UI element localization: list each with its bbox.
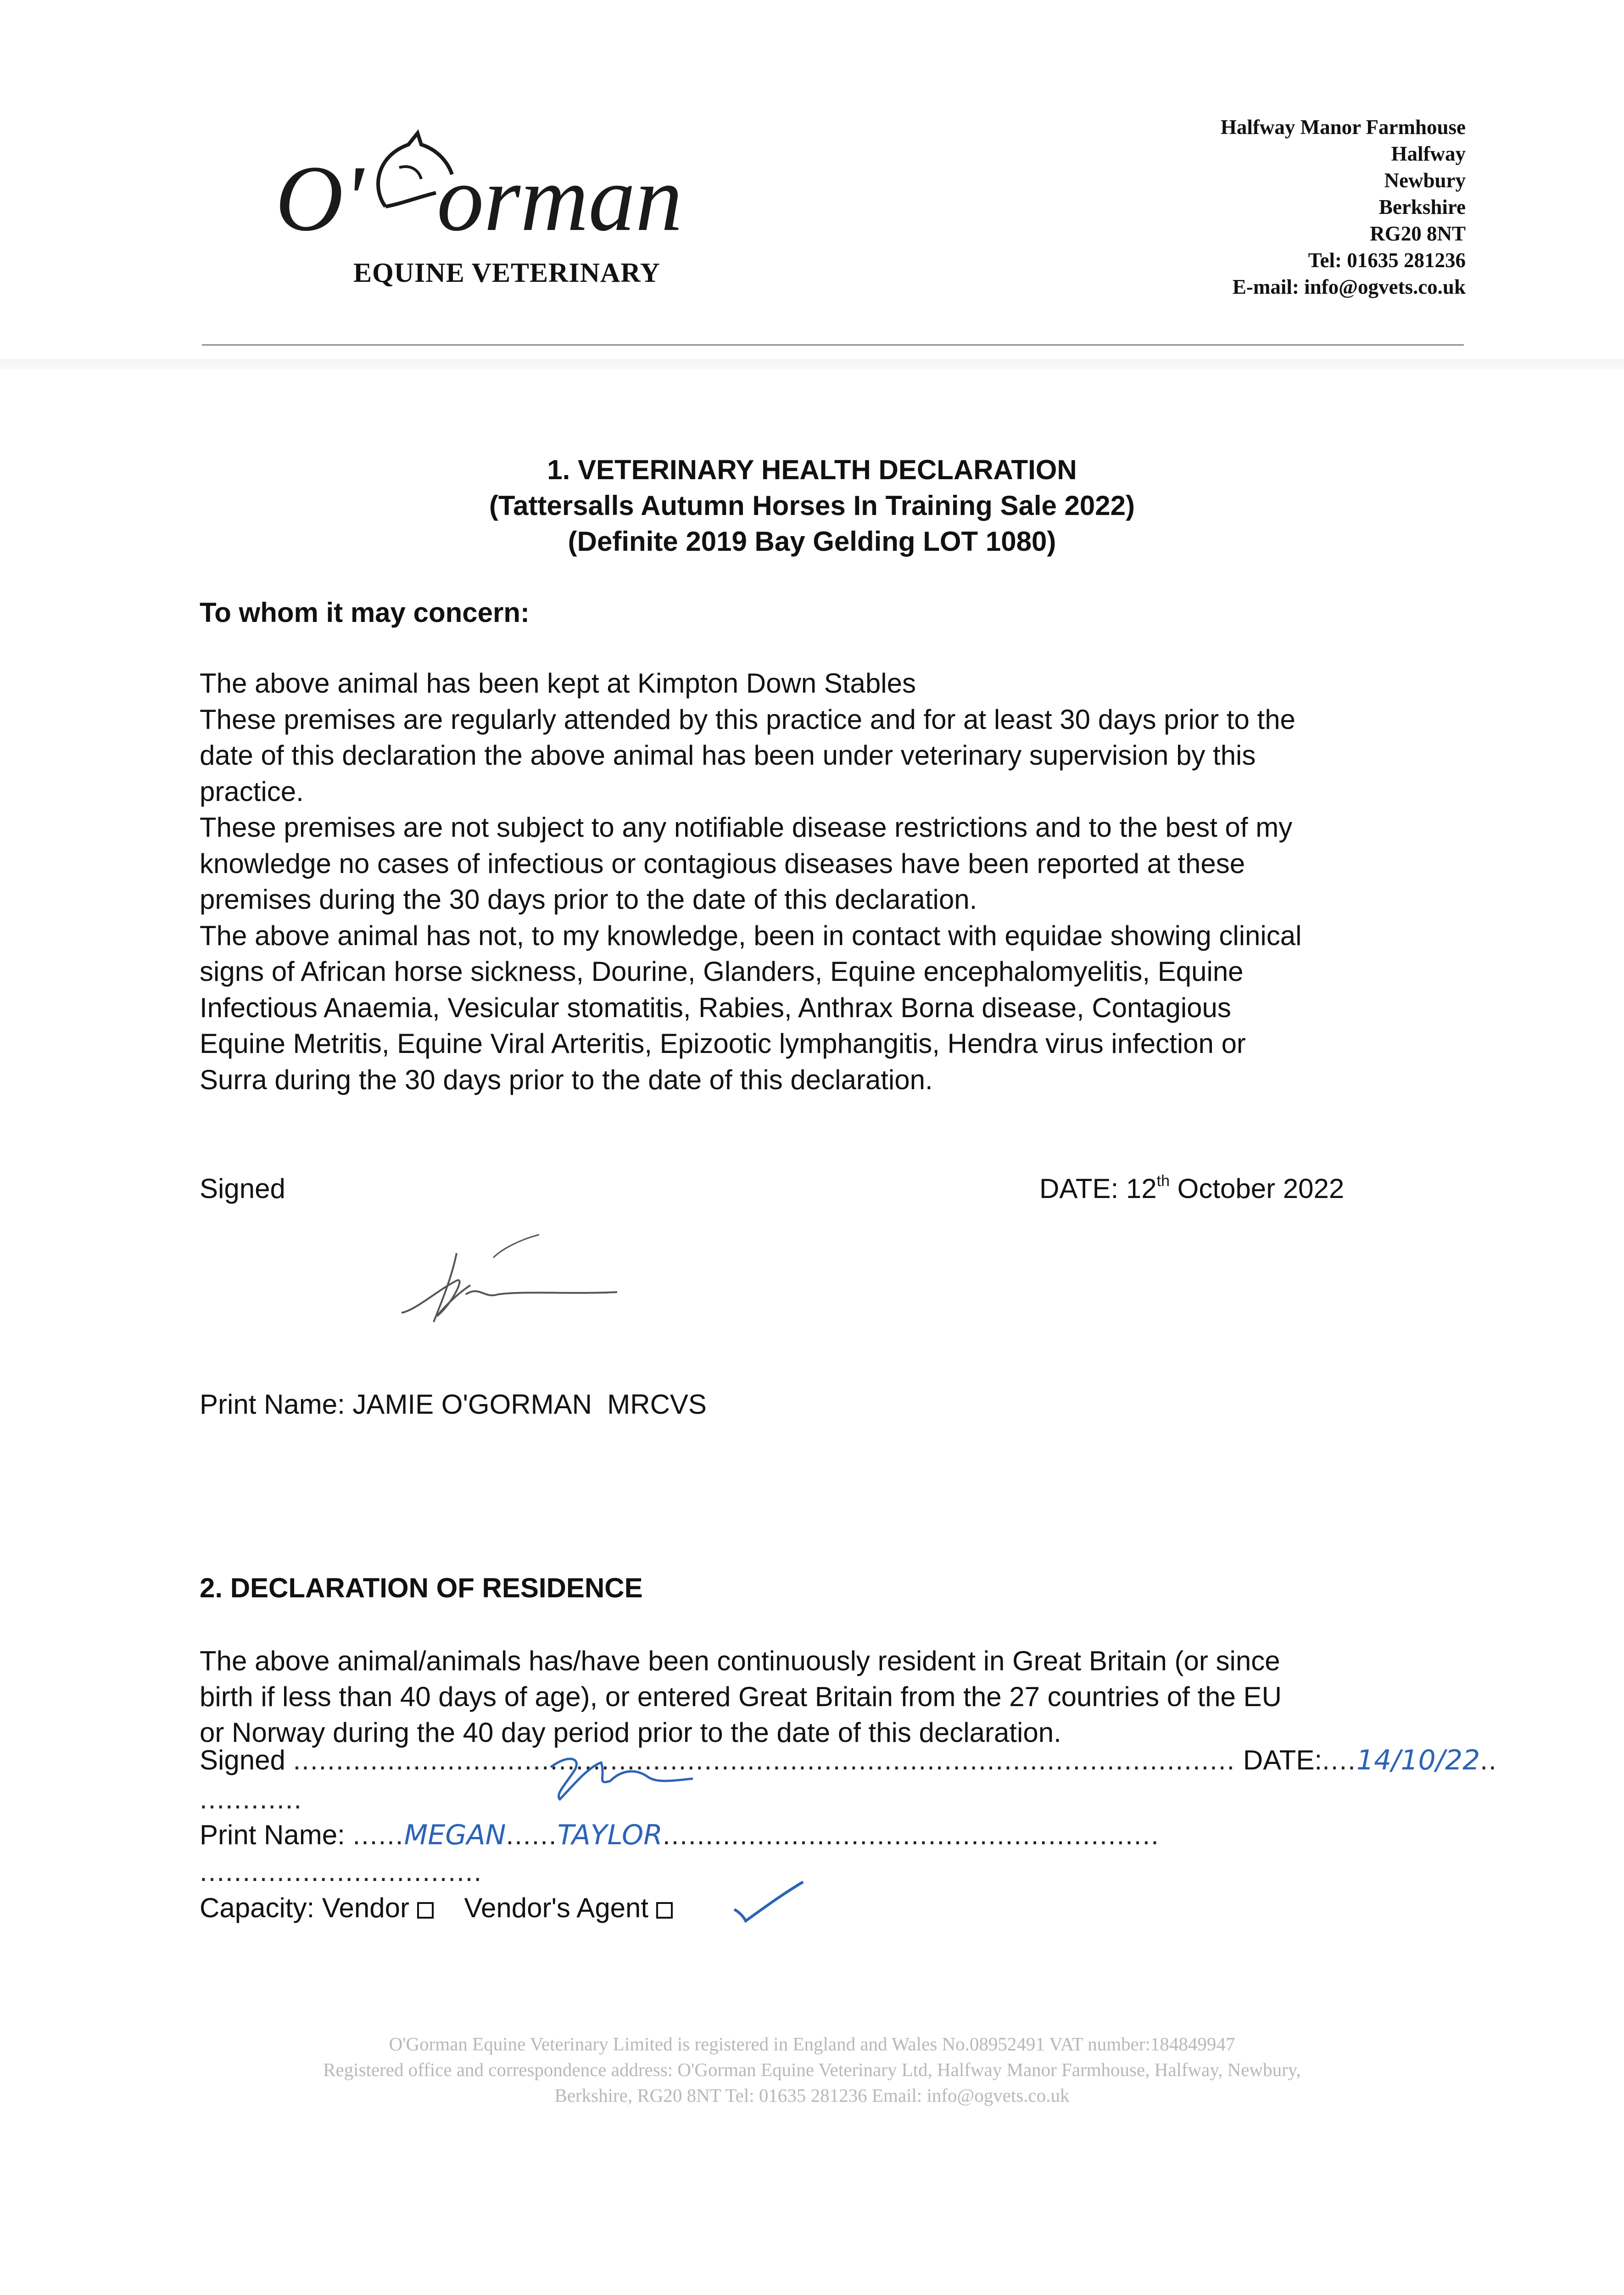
declaration-title-block: [0, 452, 1624, 560]
signature-field-dots: ..............................................................................................................: [293, 1745, 1236, 1775]
address-line: Halfway: [1391, 142, 1466, 165]
body-line: Surra during the 30 days prior to the date of this declaration.: [200, 1064, 933, 1095]
footer-line: Berkshire, RG20 8NT Tel: 01635 281236 Email: info@ogvets.co.uk: [554, 2085, 1070, 2106]
declaration-date: [1039, 1173, 1344, 1204]
lot-subtitle: (Definite 2019 Bay Gelding LOT 1080): [568, 526, 1056, 557]
residence-title: 2. DECLARATION OF RESIDENCE: [200, 1573, 643, 1603]
body-line: The above animal has not, to my knowledge, been in contact with equidae showing clinical: [200, 920, 1302, 951]
residence-body: [200, 1643, 1282, 1751]
sale-subtitle: (Tattersalls Autumn Horses In Training Sale 2022): [489, 490, 1135, 521]
continuation-dots: .................................: [200, 1856, 483, 1887]
body-line: These premises are not subject to any notifiable disease restrictions and to the best of my: [200, 812, 1293, 843]
date-field-dots: ....: [1322, 1745, 1356, 1775]
body-line: These premises are regularly attended by this practice and for at least 30 days prior to the: [200, 704, 1295, 735]
print-name-dots: ..........................................................: [662, 1819, 1160, 1850]
continuation-dots: ............: [200, 1784, 303, 1814]
body-line: practice.: [200, 776, 304, 807]
handwritten-last-name: TAYLOR: [557, 1819, 663, 1851]
checkmark-icon: [730, 1877, 808, 1928]
body-line: date of this declaration the above animal has been under veterinary supervision by this: [200, 740, 1256, 771]
vet-signature: [388, 1230, 631, 1336]
body-line: Equine Metritis, Equine Viral Arteritis, Epizootic lymphangitis, Hendra virus infection or: [200, 1028, 1246, 1059]
print-name-dots: ......: [352, 1819, 404, 1850]
scan-artifact-band: [0, 359, 1624, 369]
vet-print-name: Print Name: JAMIE O'GORMAN MRCVS: [200, 1389, 707, 1420]
health-declaration-body: [200, 666, 1498, 1098]
residence-signed-row: [200, 1744, 1497, 1776]
company-footer: [0, 2031, 1624, 2108]
logo-subtitle: EQUINE VETERINARY: [353, 257, 660, 288]
body-line: Infectious Anaemia, Vesicular stomatitis, Rabies, Anthrax Borna disease, Contagious: [200, 992, 1231, 1023]
signed-label: Signed: [200, 1173, 285, 1204]
declaration-title: 1. VETERINARY HEALTH DECLARATION: [547, 454, 1077, 485]
footer-line: O'Gorman Equine Veterinary Limited is registered in England and Wales No.08952491 VAT number:184849947: [389, 2033, 1235, 2054]
continuation-dots-row: [200, 1783, 302, 1815]
handwritten-first-name: MEGAN: [404, 1819, 506, 1851]
date-ordinal: th: [1156, 1172, 1170, 1190]
practice-address: [1221, 114, 1466, 300]
agent-signature: [541, 1740, 725, 1804]
body-line: knowledge no cases of infectious or contagious diseases have been reported at these: [200, 848, 1245, 879]
body-line: The above animal/animals has/have been continuously resident in Great Britain (or since: [200, 1646, 1280, 1676]
greeting: To whom it may concern:: [200, 597, 530, 628]
capacity-row: [200, 1892, 673, 1924]
vendors-agent-label: Vendor's Agent: [464, 1892, 649, 1923]
address-line: Halfway Manor Farmhouse: [1220, 116, 1466, 139]
vendor-checkbox[interactable]: [417, 1902, 434, 1919]
signed-label: Signed: [200, 1745, 285, 1775]
address-phone: Tel: 01635 281236: [1308, 249, 1466, 272]
body-line: or Norway during the 40 day period prior to the date of this declaration.: [200, 1717, 1061, 1748]
logo-wordmark-suffix: orman: [436, 146, 683, 251]
vendors-agent-checkbox[interactable]: [656, 1902, 673, 1919]
date-label: DATE:: [1243, 1745, 1323, 1775]
continuation-dots-row: [200, 1856, 482, 1887]
print-name-dots: ......: [506, 1819, 558, 1850]
date-field-dots: ..: [1480, 1745, 1497, 1775]
logo-wordmark: [275, 146, 734, 251]
body-line: The above animal has been kept at Kimpton Down Stables: [200, 668, 916, 699]
address-line: Newbury: [1384, 169, 1466, 192]
date-prefix: DATE: 12: [1039, 1173, 1157, 1204]
header-divider: [202, 344, 1464, 346]
address-line: Berkshire: [1378, 196, 1466, 218]
handwritten-date: 14/10/22: [1356, 1744, 1480, 1776]
date-suffix: October 2022: [1170, 1173, 1345, 1204]
body-line: birth if less than 40 days of age), or entered Great Britain from the 27 countries of the EU: [200, 1681, 1282, 1712]
residence-print-name-row: [200, 1819, 1160, 1851]
logo-wordmark-prefix: O': [275, 146, 363, 251]
capacity-vendor-label: Capacity: Vendor: [200, 1892, 409, 1923]
horse-head-logo-icon: [367, 124, 473, 216]
body-line: signs of African horse sickness, Dourine, Glanders, Equine encephalomyelitis, Equine: [200, 956, 1244, 987]
footer-line: Registered office and correspondence address: O'Gorman Equine Veterinary Ltd, Halfway Manor Farmhouse, Halfway, Newbury,: [323, 2059, 1301, 2080]
address-line: RG20 8NT: [1370, 222, 1466, 245]
print-name-label: Print Name:: [200, 1819, 345, 1850]
body-line: premises during the 30 days prior to the date of this declaration.: [200, 884, 977, 915]
address-email: E-mail: info@ogvets.co.uk: [1232, 275, 1466, 298]
